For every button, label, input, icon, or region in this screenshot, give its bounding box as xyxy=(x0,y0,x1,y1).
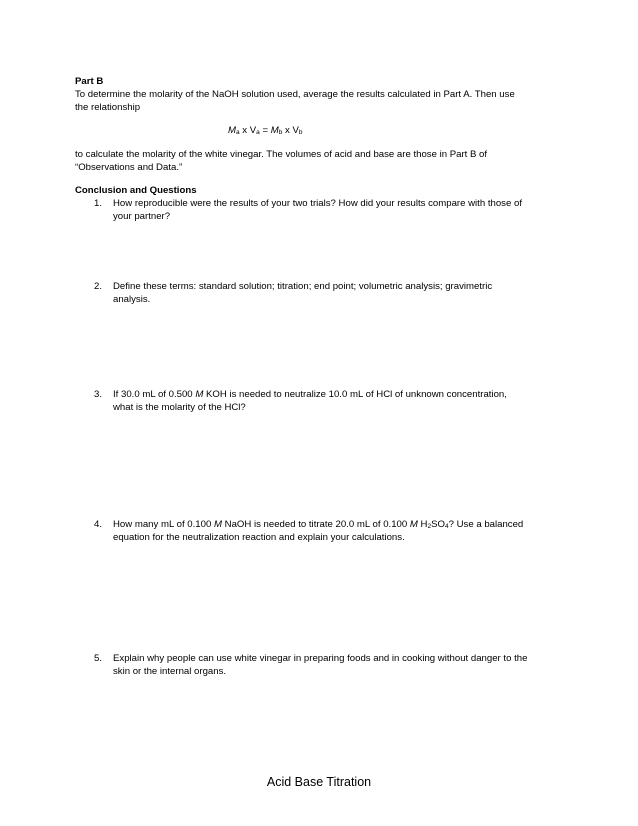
question-5-line-2: skin or the internal organs. xyxy=(113,666,227,677)
question-4-text-e: ? Use a balanced xyxy=(448,519,524,530)
part-b-after-line-1: to calculate the molarity of the white vinegar. The volumes of acid and base are those in Part B of xyxy=(75,149,488,160)
question-4-subscript-2: 2 xyxy=(427,523,432,530)
equation-times-vb: x V xyxy=(282,125,299,136)
question-2-line-1: Define these terms: standard solution; titration; end point; volumetric analysis; gravimetric xyxy=(113,281,493,292)
question-2-line-2: analysis. xyxy=(113,294,151,305)
page-footer: Acid Base Titration xyxy=(266,775,372,789)
question-4-line-1 xyxy=(113,518,573,531)
question-4-molarity-symbol-1: M xyxy=(213,519,222,530)
question-3-text-b: KOH is needed to neutralize 10.0 mL of HCl of unknown concentration, xyxy=(203,389,507,400)
equation-vb-subscript: b xyxy=(298,129,303,136)
equation-times-va: x V xyxy=(239,125,257,136)
part-b-intro-line-1: To determine the molarity of the NaOH solution used, average the results calculated in Part A. Then use xyxy=(75,89,515,100)
equation-equals: = xyxy=(259,125,271,136)
equation-mb-subscript: b xyxy=(278,129,283,136)
question-2 xyxy=(0,280,638,310)
question-2-number: 2. xyxy=(94,281,103,292)
question-5-line-1: Explain why people can use white vinegar in preparing foods and in cooking without danger to the xyxy=(113,653,528,664)
question-5-number: 5. xyxy=(94,653,103,664)
equation-va-subscript: a xyxy=(256,129,260,136)
question-3-text-a: If 30.0 mL of 0.500 xyxy=(113,389,196,400)
question-3 xyxy=(0,388,638,418)
question-4-line-2: equation for the neutralization reaction and explain your calculations. xyxy=(113,532,405,543)
question-4-molarity-symbol-2: M xyxy=(409,519,418,530)
equation-mb-symbol: M xyxy=(270,125,279,136)
part-b-after-line-2: “Observations and Data.” xyxy=(75,162,183,173)
conclusion-heading: Conclusion and Questions xyxy=(75,185,197,196)
equation-ma-symbol: M xyxy=(228,125,236,136)
question-3-line-1 xyxy=(113,388,573,401)
question-4-subscript-4: 4 xyxy=(444,523,449,530)
question-5 xyxy=(0,652,638,682)
question-4 xyxy=(0,518,638,548)
question-4-text-c: H xyxy=(417,519,428,530)
question-3-number: 3. xyxy=(94,389,103,400)
question-4-text-a: How many mL of 0.100 xyxy=(113,519,214,530)
question-1-line-1: How reproducible were the results of your two trials? How did your results compare with those of xyxy=(113,198,522,209)
part-b-intro-line-2: the relationship xyxy=(75,102,141,113)
question-3-molarity-symbol: M xyxy=(195,389,204,400)
molarity-equation xyxy=(228,124,303,137)
equation-ma-subscript: a xyxy=(236,129,240,136)
question-4-text-b: NaOH is needed to titrate 20.0 mL of 0.100 xyxy=(221,519,410,530)
part-b-heading: Part B xyxy=(75,76,104,87)
question-1 xyxy=(0,197,638,227)
question-4-text-d: SO xyxy=(431,519,445,530)
question-4-number: 4. xyxy=(94,519,103,530)
question-1-line-2: your partner? xyxy=(113,211,171,222)
question-3-line-2: what is the molarity of the HCl? xyxy=(113,402,246,413)
question-1-number: 1. xyxy=(94,198,103,209)
